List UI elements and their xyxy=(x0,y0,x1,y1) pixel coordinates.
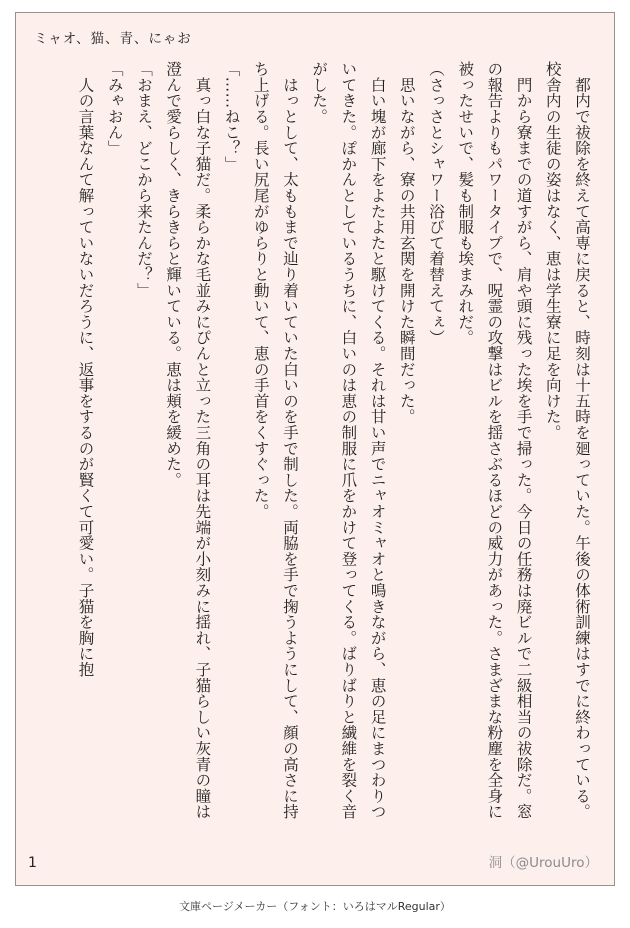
paragraph: 都内で祓除を終えて高専に戻ると、時刻は十五時を廻っていた。午後の体術訓練はすでに終わっている。校舎内の生徒の姿はなく、恵は学生寮に足を向けた。 xyxy=(543,61,591,820)
paragraph: 人の言葉なんて解っていないだろうに、返事をするのが賢くて可愛い。子猫を胸に抱 xyxy=(76,61,95,678)
paragraph: （さっさとシャワー浴びて着替えてぇ） xyxy=(426,61,445,346)
paragraph: 「……ねこ？」 xyxy=(222,61,241,172)
generator-footer: 文庫ページメーカー（フォント：いろはマルRegular） xyxy=(179,900,451,913)
paragraph: 「みゃおん」 xyxy=(105,61,124,156)
body-text xyxy=(36,61,596,821)
page-title: ミャオ、猫、青、にゃお xyxy=(34,31,192,47)
book-page xyxy=(15,12,615,886)
paragraph: 「おまえ、どこから来たんだ？」 xyxy=(134,61,153,298)
paragraph: はっとして、太ももまで辿り着いていた白いのを手で制した。両脇を手で掬うようにして、顔の高さに持ち上げる。長い尻尾がゆらりと動いて、恵の手首をくすぐった。 xyxy=(251,61,299,820)
paragraph: 真っ白な子猫だ。柔らかな毛並みにぴんと立った三角の耳は先端が小刻みに揺れ、子猫らしい灰青の瞳は澄んで愛らしく、きらきらと輝いている。恵は頬を緩めた。 xyxy=(164,61,212,820)
paragraph: 白い塊が廊下をよたよたと駆けてくる。それは甘い声でニャオミャオと鳴きながら、恵の足にまつわりついてきた。ぽかんとしているうちに、白いのは恵の制服に爪をかけて登ってくる。ばりばりと繊維を裂く音がした。 xyxy=(310,61,387,820)
paragraph: 思いながら、寮の共用玄関を開けた瞬間だった。 xyxy=(397,61,416,425)
paragraph: 門から寮までの道すがら、肩や頭に残った埃を手で掃った。今日の任務は廃ビルで二級相当の祓除だ。窓の報告よりもパワータイプで、呪霊の攻撃はビルを揺さぶるほどの威力があった。さまざまな粉塵を全身に被ったせいで、髪も制服も埃まみれだ。 xyxy=(456,61,533,820)
author-credit: 洞（@UrouUro） xyxy=(488,855,598,871)
page-number: 1 xyxy=(28,855,37,871)
